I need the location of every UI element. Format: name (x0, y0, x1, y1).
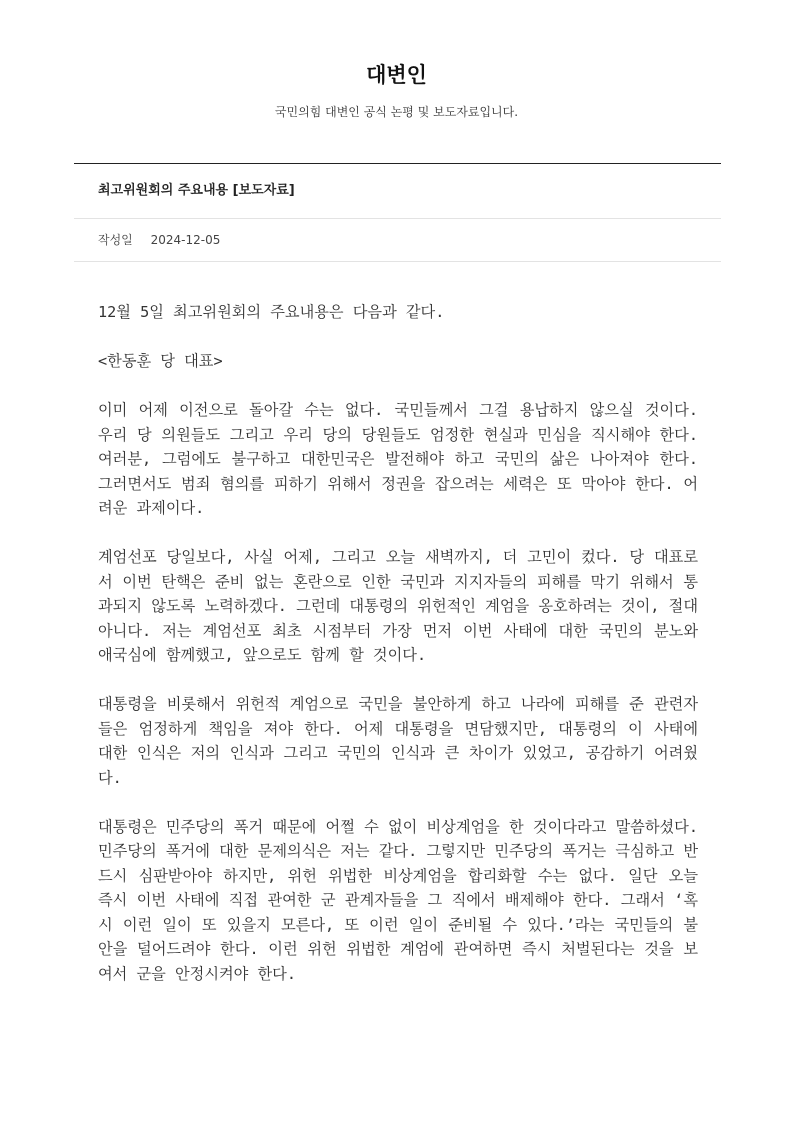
body-paragraph-3: 대통령을 비롯해서 위헌적 계엄으로 국민을 불안하게 하고 나라에 피해를 준 관련자들은 엄정하게 책임을 져야 한다. 어제 대통령을 면담했지만, 대통령의 이 사태에 대한 인식은 저의 인식과 그리고 국민의 인식과 큰 차이가 있었고, 공감하기 어려웠다. (98, 695, 698, 787)
site-subtitle: 국민의힘 대변인 공식 논평 및 보도자료입니다. (274, 105, 519, 119)
date-label: 작성일 (98, 233, 133, 247)
site-title[interactable]: 대변인 (366, 63, 427, 87)
article-body (98, 300, 698, 986)
paragraph-gap (98, 325, 698, 350)
paragraph-gap (98, 521, 698, 546)
body-paragraph-2: 계엄선포 당일보다, 사실 어제, 그리고 오늘 새벽까지, 더 고민이 컸다. 당 대표로서 이번 탄핵은 준비 없는 혼란으로 인한 국민과 지지자들의 피해를 막기 위해서 통과되지 않도록 노력하겠다. 그런데 대통령의 위헌적인 계엄을 옹호하려는 것이, 절대 아니다. 저는 계엄선포 최초 시점부터 가장 먼저 이번 사태에 대한 국민의 분노와 애국심에 함께했고, 앞으로도 함께 할 것이다. (98, 548, 698, 664)
post-title: 최고위원회의 주요내용 [보도자료] (98, 183, 295, 198)
paragraph-gap (98, 374, 698, 399)
body-paragraph-1: 이미 어제 이전으로 돌아갈 수는 없다. 국민들께서 그걸 용납하지 않으실 것이다. 우리 당 의원들도 그리고 우리 당의 당원들도 엄정한 현실과 민심을 직시해야 한다. 여러분, 그럼에도 불구하고 대한민국은 발전해야 하고 국민의 삶은 나아져야 한다. 그러면서도 범죄 혐의를 피하기 위해서 정권을 잡으려는 세력은 또 막아야 한다. 어려운 과제이다. (98, 401, 698, 517)
title-divider (74, 218, 721, 219)
speaker-line: <한동훈 당 대표> (98, 352, 223, 370)
meta-divider (74, 261, 721, 262)
paragraph-gap (98, 668, 698, 693)
header-divider (74, 163, 721, 164)
intro-line: 12월 5일 최고위원회의 주요내용은 다음과 같다. (98, 303, 445, 321)
post-date: 2024-12-05 (150, 233, 221, 247)
body-paragraph-4: 대통령은 민주당의 폭거 때문에 어쩔 수 없이 비상계엄을 한 것이다라고 말씀하셨다. 민주당의 폭거에 대한 문제의식은 저는 같다. 그렇지만 민주당의 폭거는 극심하고 반드시 심판받아야 하지만, 위헌 위법한 비상계엄을 합리화할 수는 없다. 일단 오늘 즉시 이번 사태에 직접 관여한 군 관계자들을 그 직에서 배제해야 한다. 그래서 ‘혹시 이런 일이 또 있을지 모른다, 또 이런 일이 준비될 수 있다.’라는 국민들의 불안을 덜어드려야 한다. 이런 위헌 위법한 계엄에 관여하면 즉시 처벌된다는 것을 보여서 군을 안정시켜야 한다. (98, 817, 698, 983)
paragraph-gap (98, 790, 698, 815)
post-meta (98, 229, 220, 251)
